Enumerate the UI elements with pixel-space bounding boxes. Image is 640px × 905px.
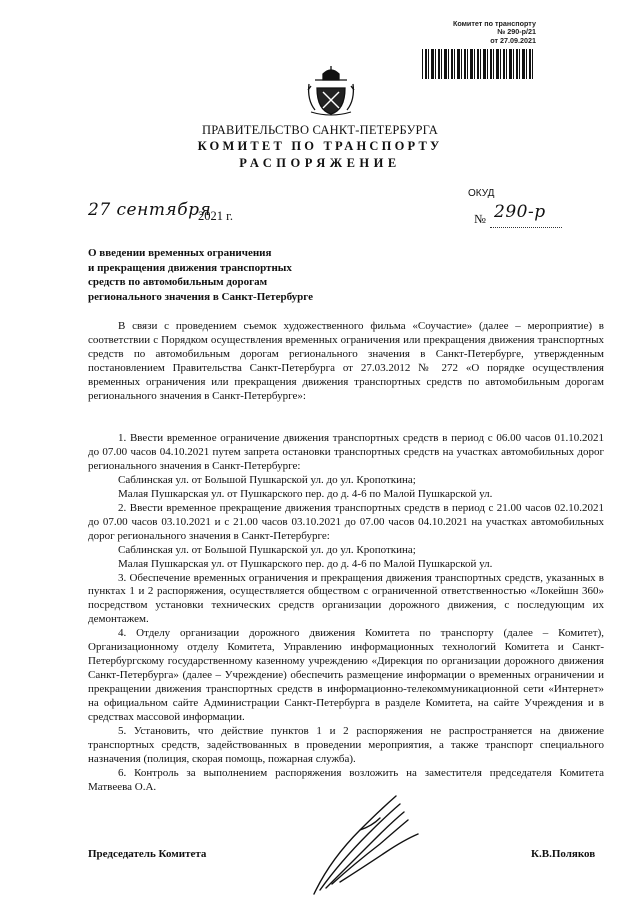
signatory-position: Председатель Комитета	[88, 848, 207, 860]
title-line: О введении временных ограничения	[88, 247, 272, 259]
item-1: 1. Ввести временное ограничение движения транспортных средств в период с 06.00 часов 01.10.2021 до 07.00 часов 04.10.2021 путем запрета остановки транспортных средств на участках автомобильных дорог регионального значения в Санкт-Петербурге:	[88, 432, 604, 472]
barcode	[422, 49, 534, 79]
handwritten-date: 27 сентября	[88, 200, 212, 220]
document-type-heading: РАСПОРЯЖЕНИЕ	[239, 156, 401, 170]
registration-stamp	[418, 20, 536, 79]
item-2-street-a: Саблинская ул. от Большой Пушкарской ул. до ул. Кропоткина;	[118, 543, 416, 556]
item-6: 6. Контроль за выполнением распоряжения возложить на заместителя председателя Комитета Матвеева О.А.	[88, 766, 604, 793]
stamp-line-1: Комитет по транспорту	[452, 19, 536, 28]
stamp-line-3: от 27.09.2021	[490, 35, 536, 45]
item-2: 2. Ввести временное прекращение движения транспортных средств в период с 21.00 часов 02.10.2021 до 07.00 часов 03.10.2021 и с 21.00 часов 03.10.2021 до 07.00 часов 04.10.2021 на участках автомобильных дорог регионального значения в Санкт-Петербурге:	[88, 501, 604, 542]
number-label: №	[474, 212, 486, 226]
title-line: регионального значения в Санкт-Петербурге	[88, 290, 313, 303]
handwritten-number: 290-р	[494, 202, 546, 222]
date-year: 2021 г.	[198, 209, 233, 223]
coat-of-arms-icon	[305, 66, 357, 118]
item-2-street-b: Малая Пушкарская ул. от Пушкарского пер. до д. 4-6 по Малой Пушкарской ул.	[118, 557, 493, 570]
stamp-line-2: № 290-р/21	[497, 27, 536, 37]
title-line: и прекращения движения транспортных	[88, 261, 292, 274]
item-1-street-a: Саблинская ул. от Большой Пушкарской ул. до ул. Кропоткина;	[118, 473, 416, 486]
title-line: средств по автомобильным дорогам	[88, 276, 268, 289]
order-items	[88, 432, 604, 795]
item-3: 3. Обеспечение временных ограничения и прекращения движения транспортных средств, указанных в пунктах 1 и 2 распоряжения, осуществляется обществом с ограниченной ответственностью «Локейшн 360» посредством установки технических средств организации дорожного движения, с последующим их демонтажем.	[88, 571, 604, 626]
item-5: 5. Установить, что действие пунктов 1 и 2 распоряжения не распространяется на движение транспортных средств, задействованных в проведении мероприятия, а также транспорт специального назначения (полиция, скорая помощь, пожарная служба).	[88, 725, 604, 765]
number-underline	[490, 227, 562, 228]
committee-heading: КОМИТЕТ ПО ТРАНСПОРТУ	[197, 139, 443, 153]
signatory-name: К.В.Поляков	[531, 848, 596, 860]
item-4: 4. Отделу организации дорожного движения Комитета по транспорту (далее – Комитет), Организационному отделу Комитета, Управлению информационных технологий Комитета и Санкт-Петербургскому государственному казенному учреждению «Дирекция по организации дорожного движения Санкт-Петербурга» (далее – Учреждение) обеспечить размещение информации о временных ограничении и прекращении движения транспортных средств в информационно-телекоммуникационной сети «Интернет» на официальном сайте Администрации Санкт-Петербурга в разделе Комитета, на сайте Учреждения и в средствах массовой информации.	[88, 627, 604, 724]
government-heading: ПРАВИТЕЛЬСТВО САНКТ-ПЕТЕРБУРГА	[202, 123, 438, 137]
item-1-street-b: Малая Пушкарская ул. от Пушкарского пер. до д. 4-6 по Малой Пушкарской ул.	[118, 487, 493, 500]
handwritten-signature	[300, 790, 440, 900]
document-title	[88, 246, 378, 304]
okud-label: ОКУД	[468, 188, 495, 199]
preamble-paragraph: В связи с проведением съемок художественного фильма «Соучастие» (далее – мероприятие) в соответствии с Порядком осуществления временных ограничения или прекращения движения транспортных средств по автомобильным дорогам регионального значения в Санкт-Петербурге, утвержденным постановлением Правительства Санкт-Петербурга от 27.03.2012 № 272 «О порядке осуществления временных ограничения или прекращения движения транспортных средств по автомобильным дорогам регионального значения в Санкт-Петербурге»:	[88, 320, 604, 402]
